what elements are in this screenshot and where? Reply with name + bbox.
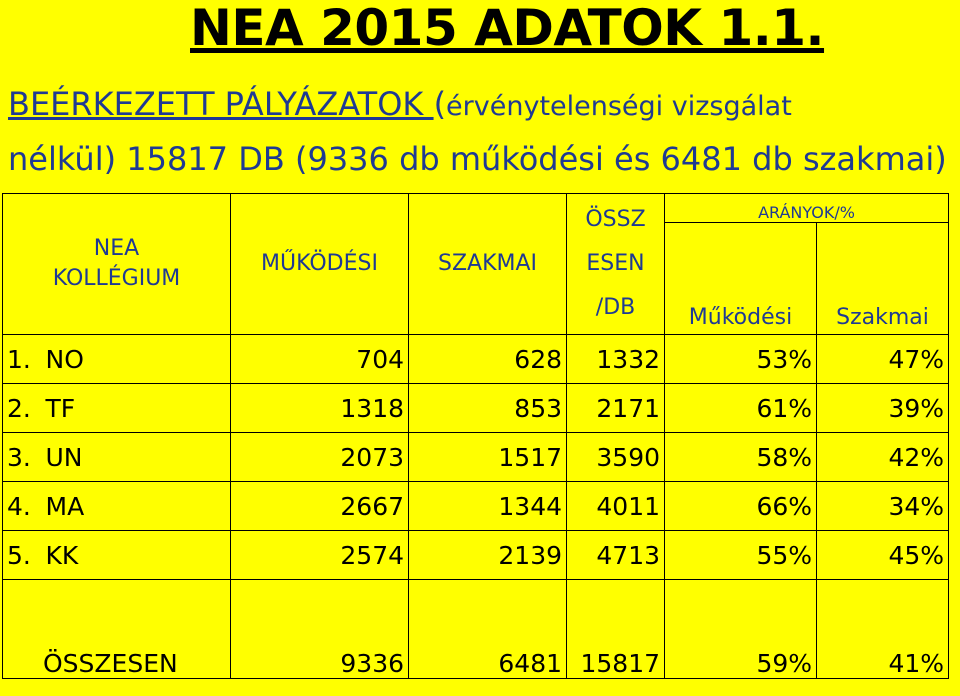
row-mukodesi: 2073 xyxy=(231,433,409,482)
row-ratio-mukodesi: 66% xyxy=(665,482,817,531)
header-kollegium xyxy=(3,194,231,335)
row-ossz: 4011 xyxy=(567,482,665,531)
table-row xyxy=(3,384,949,433)
row-szakmai: 1344 xyxy=(409,482,567,531)
row-name: NO xyxy=(43,335,231,384)
total-row xyxy=(3,580,949,679)
row-szakmai: 628 xyxy=(409,335,567,384)
total-ratio-mukodesi: 59% xyxy=(665,580,817,679)
row-szakmai: 853 xyxy=(409,384,567,433)
row-ratio-mukodesi: 53% xyxy=(665,335,817,384)
table-row xyxy=(3,531,949,580)
header-szakmai: SZAKMAI xyxy=(409,194,567,335)
data-table xyxy=(2,193,949,679)
total-name: ÖSSZESEN xyxy=(3,580,231,679)
header-aranyok-szakmai: Szakmai xyxy=(817,223,949,335)
subtitle xyxy=(8,78,958,185)
header-kollegium-line2: KOLLÉGIUM xyxy=(52,266,181,291)
row-index: 2. xyxy=(3,384,43,433)
header-ossz-line3: /DB xyxy=(595,295,636,320)
row-mukodesi: 704 xyxy=(231,335,409,384)
table-row xyxy=(3,335,949,384)
row-name: MA xyxy=(43,482,231,531)
row-mukodesi: 1318 xyxy=(231,384,409,433)
row-ratio-szakmai: 45% xyxy=(817,531,949,580)
total-mukodesi: 9336 xyxy=(231,580,409,679)
row-ossz: 1332 xyxy=(567,335,665,384)
row-index: 3. xyxy=(3,433,43,482)
row-mukodesi: 2667 xyxy=(231,482,409,531)
row-index: 4. xyxy=(3,482,43,531)
row-ratio-mukodesi: 61% xyxy=(665,384,817,433)
header-row xyxy=(3,194,949,223)
header-osszesen xyxy=(567,194,665,335)
header-kollegium-line1: NEA xyxy=(93,236,140,261)
row-ossz: 3590 xyxy=(567,433,665,482)
header-aranyok: ARÁNYOK/% xyxy=(665,194,949,223)
row-ratio-mukodesi: 58% xyxy=(665,433,817,482)
header-ossz-line2: ESEN xyxy=(586,251,645,276)
row-szakmai: 1517 xyxy=(409,433,567,482)
row-ossz: 4713 xyxy=(567,531,665,580)
row-ratio-szakmai: 47% xyxy=(817,335,949,384)
table-row xyxy=(3,482,949,531)
subtitle-part3: érvénytelenségi vizsgálat xyxy=(446,91,792,122)
row-ratio-szakmai: 39% xyxy=(817,384,949,433)
header-ossz-line1: ÖSSZ xyxy=(585,207,646,232)
row-szakmai: 2139 xyxy=(409,531,567,580)
row-ratio-szakmai: 34% xyxy=(817,482,949,531)
row-ossz: 2171 xyxy=(567,384,665,433)
row-name: KK xyxy=(43,531,231,580)
row-name: TF xyxy=(43,384,231,433)
row-ratio-mukodesi: 55% xyxy=(665,531,817,580)
header-mukodesi: MŰKÖDÉSI xyxy=(231,194,409,335)
page-title: NEA 2015 ADATOK 1.1. xyxy=(190,0,825,57)
row-name: UN xyxy=(43,433,231,482)
subtitle-line2: nélkül) 15817 DB (9336 db működési és 6481 db szakmai) xyxy=(8,140,947,178)
total-ossz: 15817 xyxy=(567,580,665,679)
subtitle-part1: BEÉRKEZETT PÁLYÁZATOK xyxy=(8,85,434,123)
row-mukodesi: 2574 xyxy=(231,531,409,580)
total-ratio-szakmai: 41% xyxy=(817,580,949,679)
row-index: 5. xyxy=(3,531,43,580)
header-aranyok-mukodesi: Működési xyxy=(665,223,817,335)
subtitle-paren: ( xyxy=(433,85,447,123)
row-index: 1. xyxy=(3,335,43,384)
table-row xyxy=(3,433,949,482)
total-szakmai: 6481 xyxy=(409,580,567,679)
row-ratio-szakmai: 42% xyxy=(817,433,949,482)
